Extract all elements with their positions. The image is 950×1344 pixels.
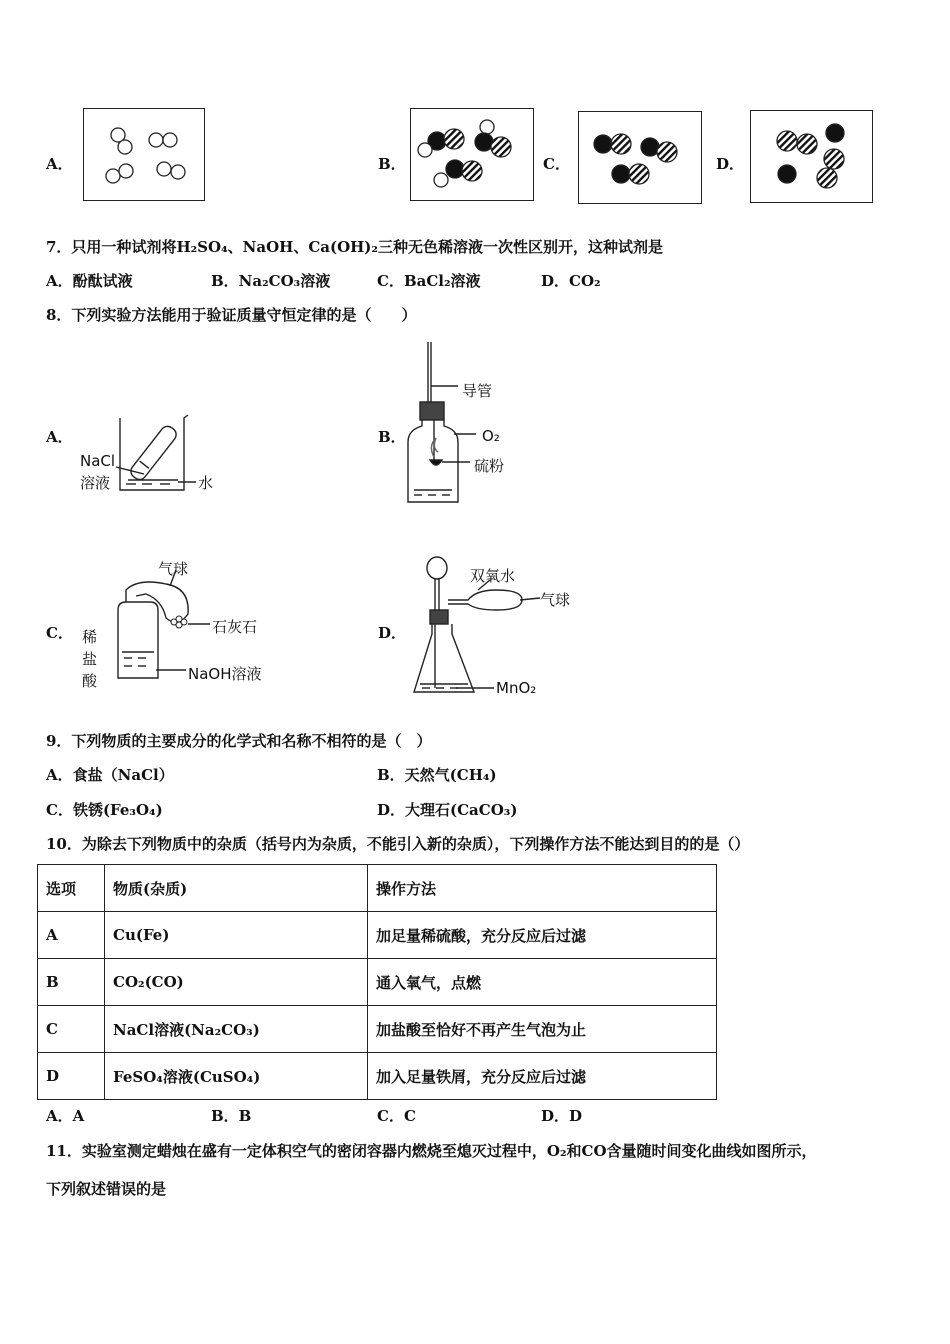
particle-diagram-d <box>751 111 874 204</box>
q8-figure-a <box>78 410 228 500</box>
q9-option-c: C．铁锈(Fe₃O₄) <box>46 801 163 819</box>
header-option: 选项 <box>38 865 105 912</box>
tube-label: 导管 <box>462 382 493 400</box>
row-option: B <box>38 959 105 1006</box>
q6-option-c-label: C． <box>543 155 570 173</box>
q8-figure-d <box>406 550 586 700</box>
q8-option-d-label: D． <box>378 624 407 642</box>
header-method: 操作方法 <box>368 865 717 912</box>
q10-option-d: D．D <box>541 1107 583 1125</box>
naoh-solution-label: NaOH溶液 <box>188 665 262 683</box>
o2-label: O₂ <box>482 427 500 445</box>
q7-stem: 7．只用一种试剂将H₂SO₄、NaOH、Ca(OH)₂三种无色稀溶液一次性区别开，这种试剂是 <box>46 238 663 256</box>
row-substance: CO₂(CO) <box>105 959 368 1006</box>
q7-option-b: B．Na₂CO₃溶液 <box>211 272 331 290</box>
q6-option-b-diagram <box>410 108 534 201</box>
q8-option-c-label: C． <box>46 624 73 642</box>
q10-option-c: C．C <box>377 1107 416 1125</box>
q6-option-d-diagram <box>750 110 873 203</box>
h2o2-label: 双氧水 <box>470 567 516 585</box>
acid-label-1: 稀 <box>82 628 98 646</box>
acid-label-3: 酸 <box>82 672 98 690</box>
q10-option-b: B．B <box>211 1107 252 1125</box>
row-method: 通入氧气，点燃 <box>368 959 717 1006</box>
q8-option-a-label: A． <box>46 428 73 446</box>
q9-stem: 9．下列物质的主要成分的化学式和名称不相符的是（ ） <box>46 732 432 750</box>
row-substance: FeSO₄溶液(CuSO₄) <box>105 1053 368 1100</box>
row-substance: Cu(Fe) <box>105 912 368 959</box>
q7-option-c: C．BaCl₂溶液 <box>377 272 481 290</box>
q10-stem: 10．为除去下列物质中的杂质（括号内为杂质，不能引入新的杂质），下列操作方法不能达到目的的是（） <box>46 835 750 853</box>
table-row <box>38 1053 717 1100</box>
q9-option-d: D．大理石(CaCO₃) <box>377 801 518 819</box>
balloon-label-d: 气球 <box>540 591 571 609</box>
row-method: 加足量稀硫酸，充分反应后过滤 <box>368 912 717 959</box>
q8-figure-c <box>78 558 278 693</box>
table-row <box>38 959 717 1006</box>
q10-option-a: A．A <box>46 1107 85 1125</box>
row-substance: NaCl溶液(Na₂CO₃) <box>105 1006 368 1053</box>
nacl-label: NaCl <box>80 452 116 470</box>
acid-label-2: 盐 <box>82 650 98 668</box>
q11-stem-line2: 下列叙述错误的是 <box>46 1180 167 1198</box>
q6-option-a-label: A． <box>46 155 73 173</box>
sulfur-label: 硫粉 <box>474 457 505 475</box>
particle-diagram-b <box>411 109 535 202</box>
header-substance: 物质(杂质) <box>105 865 368 912</box>
q6-option-b-label: B． <box>378 155 406 173</box>
q9-option-b: B．天然气(CH₄) <box>377 766 497 784</box>
q11-stem-line1: 11．实验室测定蜡烛在盛有一定体积空气的密闭容器内燃烧至熄灭过程中，O₂和CO含量随时间变化曲线如图所示， <box>46 1142 817 1160</box>
q8-stem: 8．下列实验方法能用于验证质量守恒定律的是（ ） <box>46 306 417 324</box>
particle-diagram-a <box>84 109 206 202</box>
row-method: 加入足量铁屑，充分反应后过滤 <box>368 1053 717 1100</box>
limestone-label: 石灰石 <box>212 618 258 636</box>
sulfur-combustion-bottle <box>400 342 530 507</box>
q9-option-a: A．食盐（NaCl） <box>46 766 174 784</box>
q6-option-d-label: D． <box>716 155 745 173</box>
row-option: A <box>38 912 105 959</box>
particle-diagram-c <box>579 112 703 205</box>
q6-option-a-diagram <box>83 108 205 201</box>
q7-option-a: A．酚酞试液 <box>46 272 133 290</box>
table-header-row <box>38 865 717 912</box>
q8-option-b-label: B． <box>378 428 406 446</box>
mno2-label: MnO₂ <box>496 679 537 697</box>
table-row <box>38 912 717 959</box>
q8-figure-b <box>400 342 530 507</box>
q7-option-d: D．CO₂ <box>541 272 601 290</box>
row-option: C <box>38 1006 105 1053</box>
q6-option-c-diagram <box>578 111 702 204</box>
q10-table <box>37 864 717 1100</box>
row-option: D <box>38 1053 105 1100</box>
balloon-label: 气球 <box>158 560 189 578</box>
solution-label: 溶液 <box>80 474 111 492</box>
water-label: 水 <box>198 474 214 492</box>
table-row <box>38 1006 717 1053</box>
row-method: 加盐酸至恰好不再产生气泡为止 <box>368 1006 717 1053</box>
